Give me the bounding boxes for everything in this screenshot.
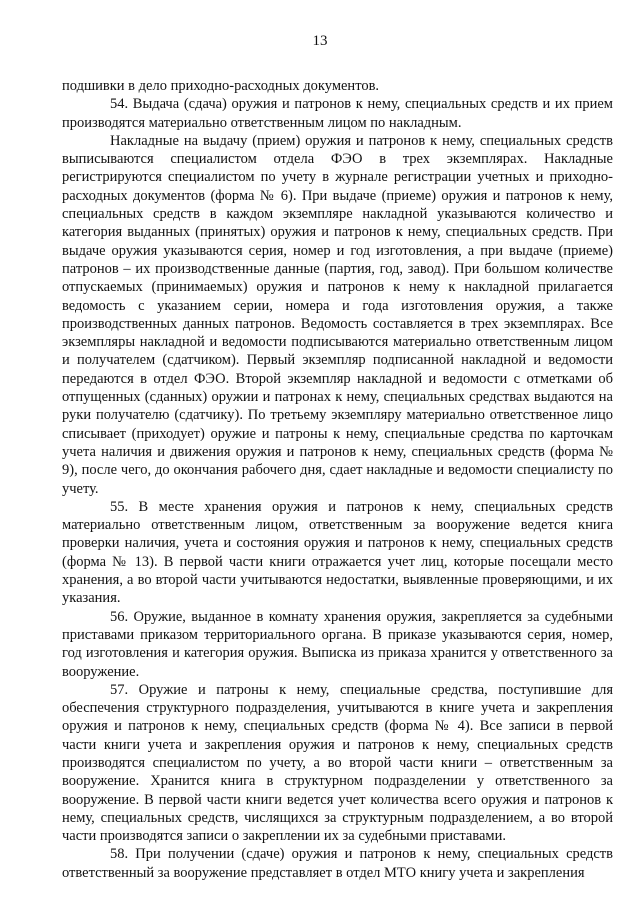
paragraph-58: 58. При получении (сдаче) оружия и патронов к нему, специальных средств ответственный за вооружение представляет в отдел МТО книгу учета и закрепления — [62, 846, 613, 881]
paragraph-56: 56. Оружие, выданное в комнату хранения оружия, закрепляется за судебными приставами приказом территориального органа. В приказе указываются серия, номер, год изготовления и категория оружия. Выписка из приказа хранится у ответственного за вооружение. — [62, 608, 613, 680]
paragraph-57: 57. Оружие и патроны к нему, специальные средства, поступившие для обеспечения структурного подразделения, учитываются в книге учета и закрепления оружия и патронов к нему, специальных средств (форма № 4). Все записи в первой части книги учета и закрепления оружия и патронов к нему, специальных средств производятся специалистом по учету, а во второй части книги – ответственным за вооружение. Хранится книга в структурном подразделении у ответственного за вооружение. В первой части книги ведется учет количества всего оружия и патронов к нему, специальных средств, числящихся за структурным подразделением, а во второй части производятся записи о закреплении их за судебными приставами. — [62, 681, 613, 845]
page-number: 13 — [312, 33, 328, 49]
paragraph-continuation: подшивки в дело приходно-расходных документов. — [62, 78, 380, 94]
document-body — [62, 77, 613, 882]
paragraph-waybills: Накладные на выдачу (прием) оружия и патронов к нему, специальных средств выписываются специалистом отдела ФЭО в трех экземплярах. Накладные регистрируются специалистом по учету в журнале регистрации учетных и приходно-расходных документов (форма № 6). При выдаче (приеме) оружия и патронов к нему, специальных средств в каждом экземпляре накладной указываются количество и категория выданных (принятых) оружия и патронов к нему, специальных средств. При выдаче оружия указываются серия, номер и год изготовления, а при выдаче (приеме) патронов – их производственные данные (партия, год, завод). При большом количестве отпускаемых (принимаемых) оружия и патронов к нему к накладной прилагается ведомость с указанием серии, номера и года изготовления оружия, а также производственных данных патронов. Ведомость составляется в трех экземплярах. Все экземпляры накладной и ведомости подписываются материально ответственным лицом и получателем (сдатчиком). Первый экземпляр подписанной накладной и ведомости передаются в отдел ФЭО. Второй экземпляр накладной и ведомости с отметками об отпущенных (сданных) оружии и патронах к нему, специальных средствах выдаются на руки получателю (сдатчику). По третьему экземпляру материально ответственное лицо списывает (приходует) оружие и патроны к нему, специальные средства по карточкам учета наличия и движения оружия и патронов к нему, специальных средств (форма № 9), после чего, до окончания рабочего дня, сдает накладные и ведомости специалисту по учету. — [62, 132, 613, 497]
paragraph-54: 54. Выдача (сдача) оружия и патронов к нему, специальных средств и их прием производятся материально ответственным лицом по накладным. — [62, 96, 613, 131]
paragraph-55: 55. В месте хранения оружия и патронов к нему, специальных средств материально ответственным лицом, ответственным за вооружение ведется книга проверки наличия, учета и состояния оружия и патронов к нему, специальных средств (форма № 13). В первой части книги отражается учет лиц, которые посещали место хранения, а во второй части учитываются недостатки, выявленные проверяющими, и их указания. — [62, 498, 613, 607]
